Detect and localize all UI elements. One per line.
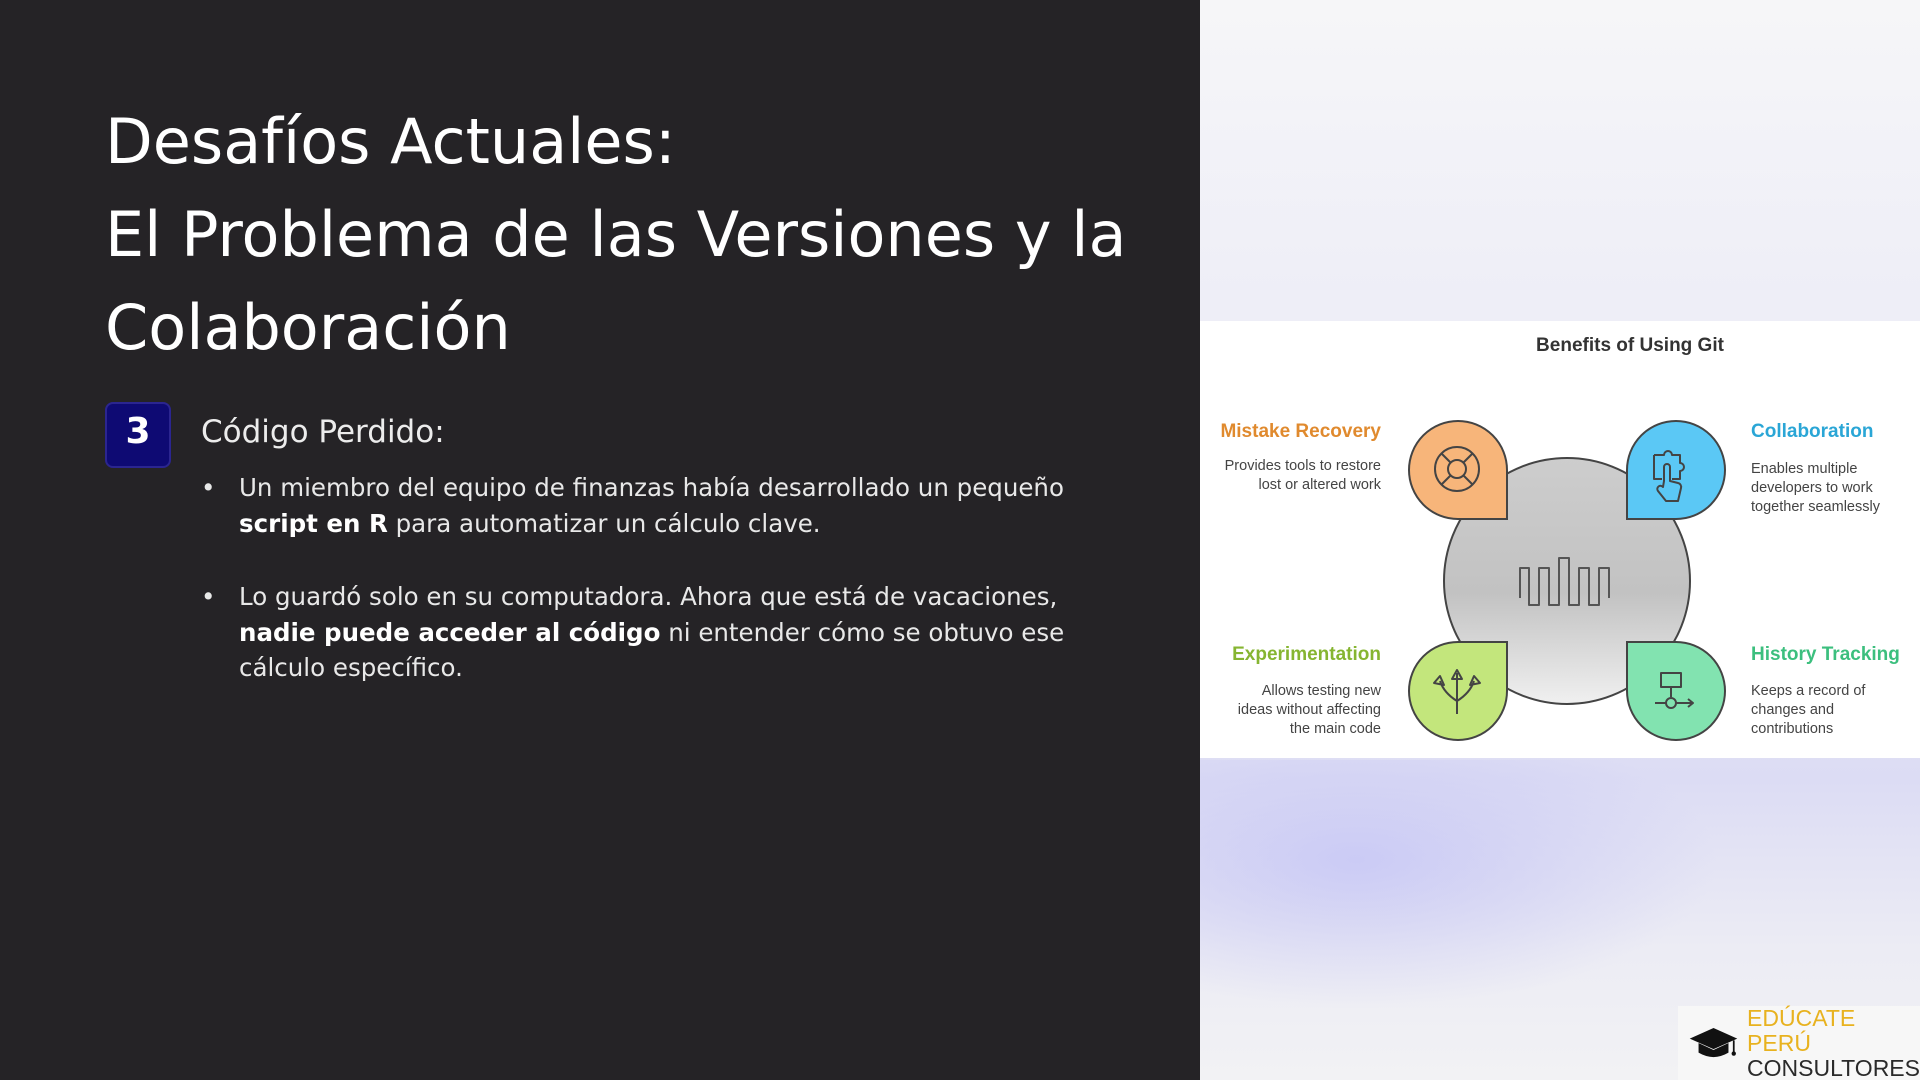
bullet-item (201, 579, 1101, 686)
bullet-text: Lo guardó solo en su computadora. Ahora que está de vacaciones, (239, 582, 1058, 611)
feature-desc-mistake-recovery (1191, 457, 1381, 495)
bullet-text: para automatizar un cálculo clave. (387, 508, 821, 538)
title-line-2: El Problema de las Versiones y la (105, 198, 1127, 271)
petal-history-tracking (1627, 642, 1725, 740)
feature-title-text: History Tracking (1751, 644, 1900, 665)
feature-title-text: Collaboration (1751, 421, 1874, 442)
feature-desc-line: contributions (1751, 721, 1834, 737)
feature-desc-line: developers to work (1751, 480, 1873, 496)
logo-text (1747, 1006, 1920, 1080)
section-heading: Código Perdido: (201, 414, 445, 450)
company-logo (1678, 1006, 1920, 1080)
feature-title-text: Mistake Recovery (1220, 421, 1381, 442)
feature-desc-line: the main code (1289, 721, 1381, 737)
logo-line-2: CONSULTORES (1747, 1054, 1920, 1080)
bullet-item (201, 470, 1101, 541)
feature-title-mistake-recovery (1220, 421, 1381, 443)
petal-collaboration (1627, 421, 1725, 519)
feature-title-history-tracking (1751, 644, 1900, 666)
bullet-dot: • (201, 582, 216, 611)
graduation-cap-icon (1688, 1020, 1739, 1066)
feature-desc-line: ideas without affecting (1237, 702, 1381, 718)
feature-desc-line: Provides tools to restore (1224, 458, 1381, 474)
section-number-badge: 3 (105, 402, 171, 468)
feature-desc-line: Keeps a record of (1751, 683, 1866, 699)
feature-desc-experimentation (1191, 682, 1381, 739)
feature-desc-history-tracking (1751, 682, 1916, 739)
logo-line-1: EDÚCATE PERÚ (1747, 1004, 1856, 1056)
feature-desc-line: Allows testing new (1261, 683, 1381, 699)
slide-title (105, 95, 1165, 374)
bullet-text: Un miembro del equipo de finanzas había desarrollado un pequeño (239, 473, 1064, 502)
feature-title-text: Experimentation (1232, 644, 1381, 665)
bullet-bold-text: script en R (239, 508, 388, 538)
title-line-1: Desafíos Actuales: (105, 105, 676, 178)
bullet-bold-text: nadie puede acceder al código (239, 617, 661, 647)
bullet-text: ni entender cómo se obtuvo ese cálculo específico. (239, 617, 1065, 682)
feature-title-collaboration (1751, 421, 1873, 443)
feature-desc-line: together seamlessly (1751, 499, 1880, 515)
title-line-3: Colaboración (105, 291, 511, 364)
feature-desc-line: Enables multiple (1751, 461, 1858, 477)
bullet-list (201, 470, 1101, 724)
feature-desc-collaboration (1751, 460, 1916, 517)
git-benefits-infographic (1200, 321, 1920, 758)
background-glow (1200, 760, 1720, 1010)
feature-title-experimentation (1232, 644, 1381, 666)
petal-experimentation (1409, 642, 1507, 740)
feature-desc-line: changes and (1751, 702, 1835, 718)
infographic-title: Benefits of Using Git (1536, 335, 1724, 356)
petal-mistake-recovery (1409, 421, 1507, 519)
bullet-dot: • (201, 473, 216, 502)
feature-desc-line: lost or altered work (1258, 477, 1381, 493)
